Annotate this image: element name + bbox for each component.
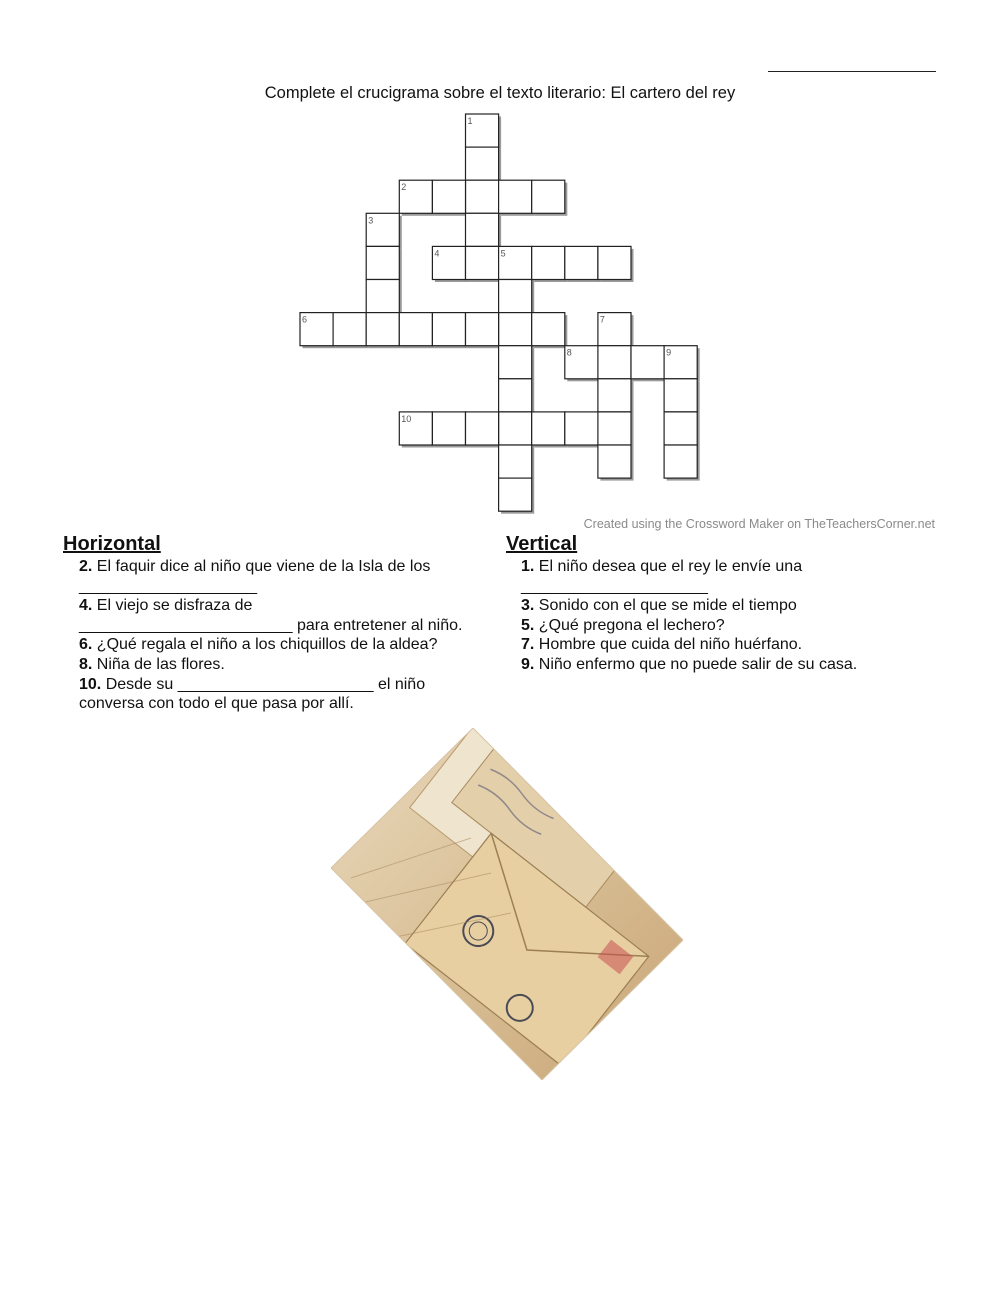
crossword-cell[interactable] [598,445,631,478]
clue-horizontal-2 [79,557,499,596]
crossword-cell[interactable] [565,412,598,445]
clue-number: 7. [521,636,535,654]
crossword-cell[interactable] [598,346,631,379]
crossword-cell[interactable] [499,445,532,478]
horizontal-clues [79,557,499,714]
crossword-cell[interactable] [499,478,532,511]
crossword-cell[interactable] [499,313,532,346]
crossword-cell[interactable] [532,180,565,213]
crossword-cell[interactable] [532,412,565,445]
clue-text: El viejo se disfraza de ________________________ para entretener al niño. [79,597,463,634]
crossword-cell[interactable] [432,180,465,213]
clue-vertical-1 [521,557,941,596]
clue-text: Sonido con el que se mide el tiempo [538,597,797,615]
crossword-cell-number: 9 [666,347,672,358]
crossword-cell[interactable] [499,280,532,313]
crossword-cell[interactable] [664,412,697,445]
clue-number: 3. [521,597,535,615]
clue-text: El faquir dice al niño que viene de la Isla de los ____________________ [79,558,431,595]
crossword-cell-number: 4 [434,248,440,259]
vertical-clues [521,557,941,675]
clue-number: 1. [521,558,535,575]
clue-number: 5. [521,616,535,634]
crossword-cell-number: 8 [566,347,572,358]
crossword-cell-number: 6 [302,314,308,325]
crossword-cell[interactable] [499,412,532,445]
crossword-cell-number: 5 [500,248,506,259]
clue-number: 6. [79,636,93,654]
clue-vertical-3 [521,596,941,616]
clue-horizontal-10 [79,675,499,714]
crossword-cell[interactable] [366,313,399,346]
crossword-cell[interactable] [333,313,366,346]
crossword-cell[interactable] [366,280,399,313]
crossword-cell[interactable] [432,313,465,346]
crossword-cell[interactable] [631,346,664,379]
crossword-cell[interactable] [532,313,565,346]
credit-text: Created using the Crossword Maker on TheTeachersCorner.net [583,517,935,531]
clue-horizontal-6 [79,635,499,655]
crossword-cell[interactable] [366,246,399,279]
crossword-cell[interactable] [664,445,697,478]
clue-text: El niño desea que el rey le envíe una _____________________ [521,558,803,595]
crossword-grid [0,0,1000,520]
crossword-cell[interactable] [432,412,465,445]
clue-vertical-9 [521,655,941,675]
clue-text: Desde su ______________________ el niño conversa con todo el que pasa por allí. [79,675,426,713]
crossword-cell[interactable] [466,313,499,346]
clue-vertical-7 [521,635,941,655]
letters-photo [331,728,683,1080]
crossword-cell[interactable] [598,246,631,279]
crossword-cell-number: 7 [599,314,605,325]
crossword-cell[interactable] [466,180,499,213]
crossword-cell-number: 10 [401,413,412,424]
crossword-cell[interactable] [499,346,532,379]
crossword-cell[interactable] [466,412,499,445]
clue-number: 9. [521,655,535,673]
clue-text: ¿Qué pregona el lechero? [538,616,725,634]
clue-number: 4. [79,597,93,615]
crossword-cell[interactable] [664,379,697,412]
vertical-heading: Vertical [506,533,578,555]
clue-number: 10. [79,675,102,693]
crossword-cell-number: 1 [467,116,473,126]
crossword-cell[interactable] [399,313,432,346]
crossword-cell-number: 3 [368,215,374,226]
crossword-cell[interactable] [598,379,631,412]
crossword-cell[interactable] [499,379,532,412]
crossword-cell[interactable] [466,213,499,246]
clue-vertical-5 [521,616,941,636]
crossword-cell-number: 2 [401,182,407,193]
clue-number: 2. [79,558,93,575]
clue-text: Niño enfermo que no puede salir de su casa. [538,655,858,673]
crossword-cell[interactable] [532,246,565,279]
crossword-cell[interactable] [466,246,499,279]
clue-text: Hombre que cuida del niño huérfano. [538,636,803,654]
clue-horizontal-4 [79,596,499,635]
crossword-cell[interactable] [466,147,499,180]
clue-number: 8. [79,655,93,673]
page-title: Complete el crucigrama sobre el texto literario: El cartero del rey [264,84,736,102]
crossword-cell[interactable] [598,412,631,445]
crossword-cell[interactable] [499,180,532,213]
crossword-cell[interactable] [565,246,598,279]
clue-text: Niña de las flores. [96,655,225,673]
horizontal-heading: Horizontal [63,533,161,555]
clue-horizontal-8 [79,655,499,675]
clue-text: ¿Qué regala el niño a los chiquillos de la aldea? [96,636,438,654]
